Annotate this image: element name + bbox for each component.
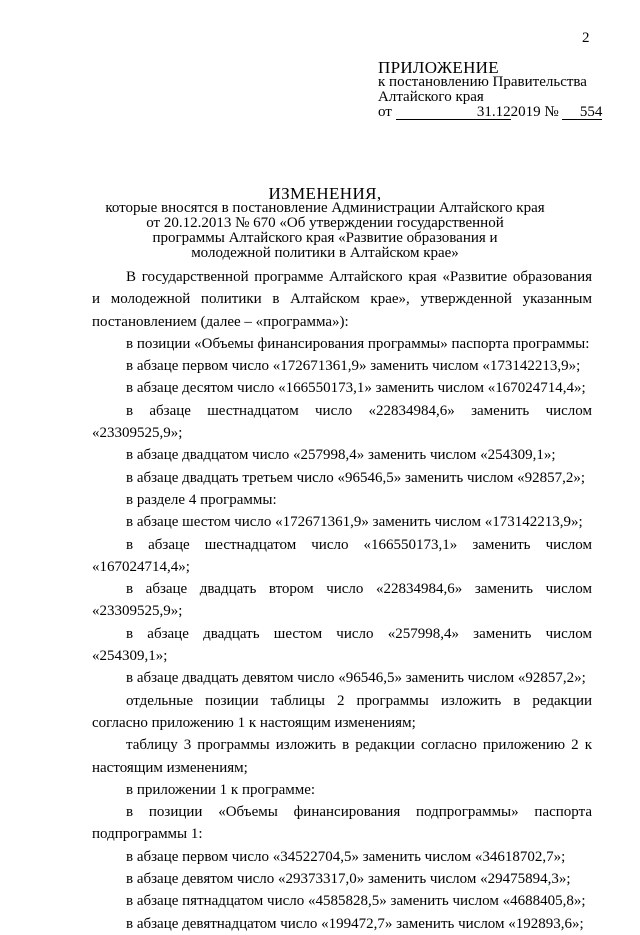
paragraph: в позиции «Объемы финансирования подпрограммы» паспорта подпрограммы 1: bbox=[92, 804, 592, 843]
appendix-line-1: к постановлению Правительства bbox=[378, 74, 587, 90]
date-value: 31.12 bbox=[476, 104, 511, 120]
number-field bbox=[562, 105, 602, 120]
paragraph: в абзаце двадцатом число «257998,4» заменить числом «254309,1»; bbox=[126, 447, 556, 464]
document-body bbox=[92, 266, 592, 935]
paragraph: в абзаце шестом число «172671361,9» заменить числом «173142213,9»; bbox=[126, 514, 583, 531]
paragraph: в позиции «Объемы финансирования программы» паспорта программы: bbox=[126, 335, 590, 352]
appendix-line-2: Алтайского края bbox=[378, 89, 484, 105]
paragraph: в разделе 4 программы: bbox=[126, 491, 277, 508]
paragraph: в абзаце девятом число «29373317,0» заменить числом «29475894,3»; bbox=[126, 871, 571, 888]
paragraph: таблицу 3 программы изложить в редакции согласно приложению 2 к настоящим изменениям; bbox=[92, 737, 592, 776]
appendix-date-line bbox=[378, 105, 633, 120]
paragraph: в абзаце десятом число «166550173,1» заменить числом «167024714,4»; bbox=[126, 380, 586, 397]
number-value: 554 bbox=[579, 104, 603, 120]
appendix-block bbox=[378, 60, 633, 120]
paragraph: в абзаце двадцать втором число «22834984,6» заменить числом «23309525,9»; bbox=[92, 581, 592, 620]
paragraph: в абзаце первом число «172671361,9» заменить числом «173142213,9»; bbox=[126, 358, 581, 375]
paragraph: в абзаце двадцать девятом число «96546,5» заменить числом «92857,2»; bbox=[126, 670, 586, 687]
page-number: 2 bbox=[582, 30, 590, 46]
heading-line-4: молодежной политики в Алтайском крае» bbox=[191, 245, 459, 261]
date-field bbox=[396, 105, 511, 120]
appendix-title: ПРИЛОЖЕНИЕ bbox=[378, 58, 499, 77]
heading-line-2: от 20.12.2013 № 670 «Об утверждении государственной bbox=[146, 215, 504, 231]
document-heading bbox=[95, 186, 555, 261]
paragraph: в абзаце девятнадцатом число «199472,7» заменить числом «192893,6»; bbox=[126, 915, 584, 932]
from-label: от bbox=[378, 104, 392, 120]
paragraph: В государственной программе Алтайского края «Развитие образования и молодежной политики в Алтайском крае», утвержденной указанным постановлением (далее – «программа»): bbox=[92, 269, 592, 330]
paragraph: в абзаце двадцать третьем число «96546,5» заменить числом «92857,2»; bbox=[126, 469, 586, 486]
year-label: 2019 № bbox=[510, 104, 559, 120]
paragraph: в приложении 1 к программе: bbox=[126, 781, 316, 798]
paragraph: в абзаце шестнадцатом число «22834984,6» заменить числом «23309525,9»; bbox=[92, 402, 592, 442]
paragraph: в абзаце двадцать шестом число «257998,4» заменить числом «254309,1»; bbox=[92, 625, 592, 665]
heading-line-3: программы Алтайского края «Развитие образования и bbox=[152, 230, 498, 246]
heading-title: ИЗМЕНЕНИЯ, bbox=[268, 184, 382, 203]
paragraph: отдельные позиции таблицы 2 программы изложить в редакции согласно приложению 1 к настоящим изменениям; bbox=[92, 692, 592, 731]
heading-line-1: которые вносятся в постановление Администрации Алтайского края bbox=[105, 200, 545, 216]
paragraph: в абзаце пятнадцатом число «4585828,5» заменить числом «4688405,8»; bbox=[126, 893, 586, 910]
paragraph: в абзаце первом число «34522704,5» заменить числом «34618702,7»; bbox=[126, 848, 566, 865]
paragraph: в абзаце шестнадцатом число «166550173,1» заменить числом «167024714,4»; bbox=[92, 536, 592, 575]
